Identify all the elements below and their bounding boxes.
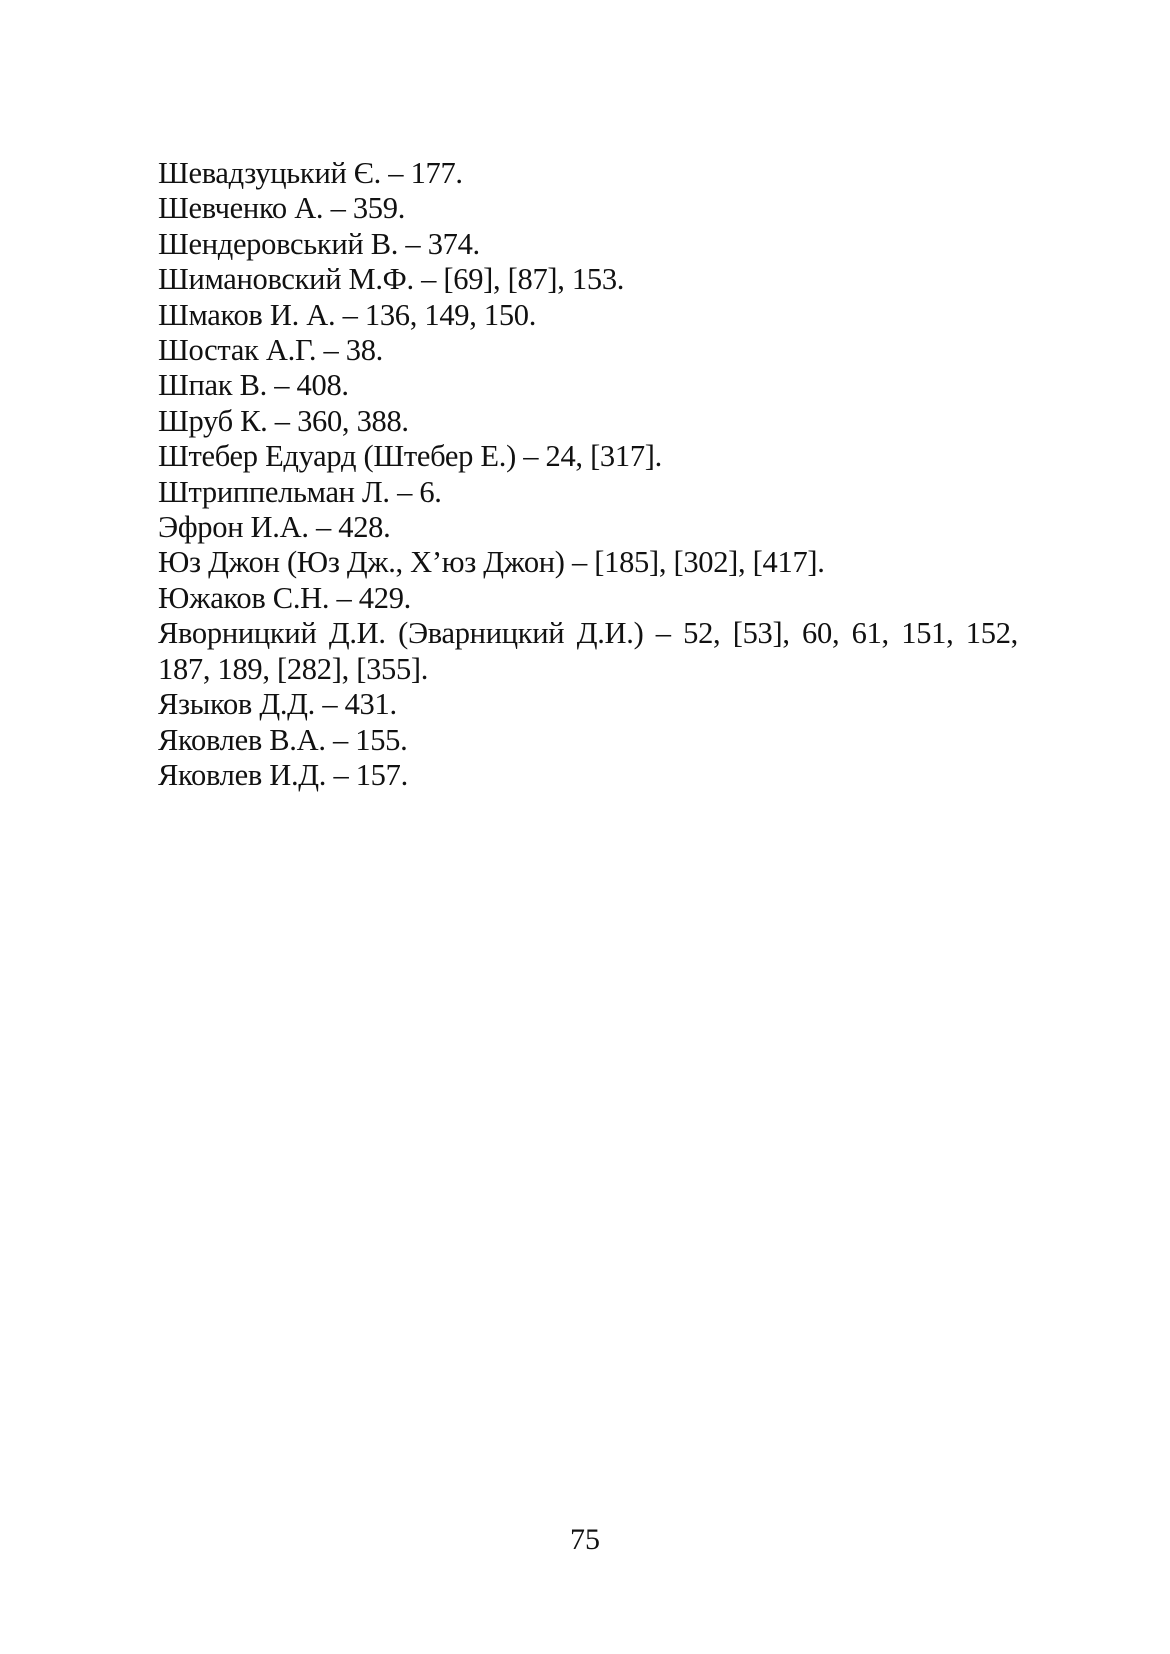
index-entry: Шмаков И. А. – 136, 149, 150. [158,297,537,332]
index-entry: Эфрон И.А. – 428. [158,510,391,545]
index-entry: Штриппельман Л. – 6. [158,474,442,509]
index-entry: Юз Джон (Юз Дж., Х’юз Джон) – [185], [302], [417]. [158,545,825,580]
index-entry: Шевченко А. – 359. [158,191,406,226]
page-number: 75 [570,1523,600,1556]
index-entry: Шендеровський В. – 374. [158,226,480,261]
index-entry: Яворницкий Д.И. (Эварницкий Д.И.) – 52, [53], 60, 61, 151, 152, 187, 189, [282], [355]. [158,616,1018,686]
index-entry: Штебер Едуард (Штебер Е.) – 24, [317]. [158,439,662,474]
index-entry: Шпак В. – 408. [158,368,349,403]
index-entry: Яковлев В.А. – 155. [158,722,408,757]
index-entry: Шевадзуцький Є. – 177. [158,156,463,190]
index-entry: Южаков С.Н. – 429. [158,580,411,615]
name-index-list [158,156,1028,793]
index-entry: Яковлев И.Д. – 157. [158,757,408,792]
index-entry: Шостак А.Г. – 38. [158,333,383,368]
index-entry: Шимановский М.Ф. – [69], [87], 153. [158,262,625,297]
index-entry: Шруб К. – 360, 388. [158,403,409,438]
index-entry: Языков Д.Д. – 431. [158,687,397,722]
